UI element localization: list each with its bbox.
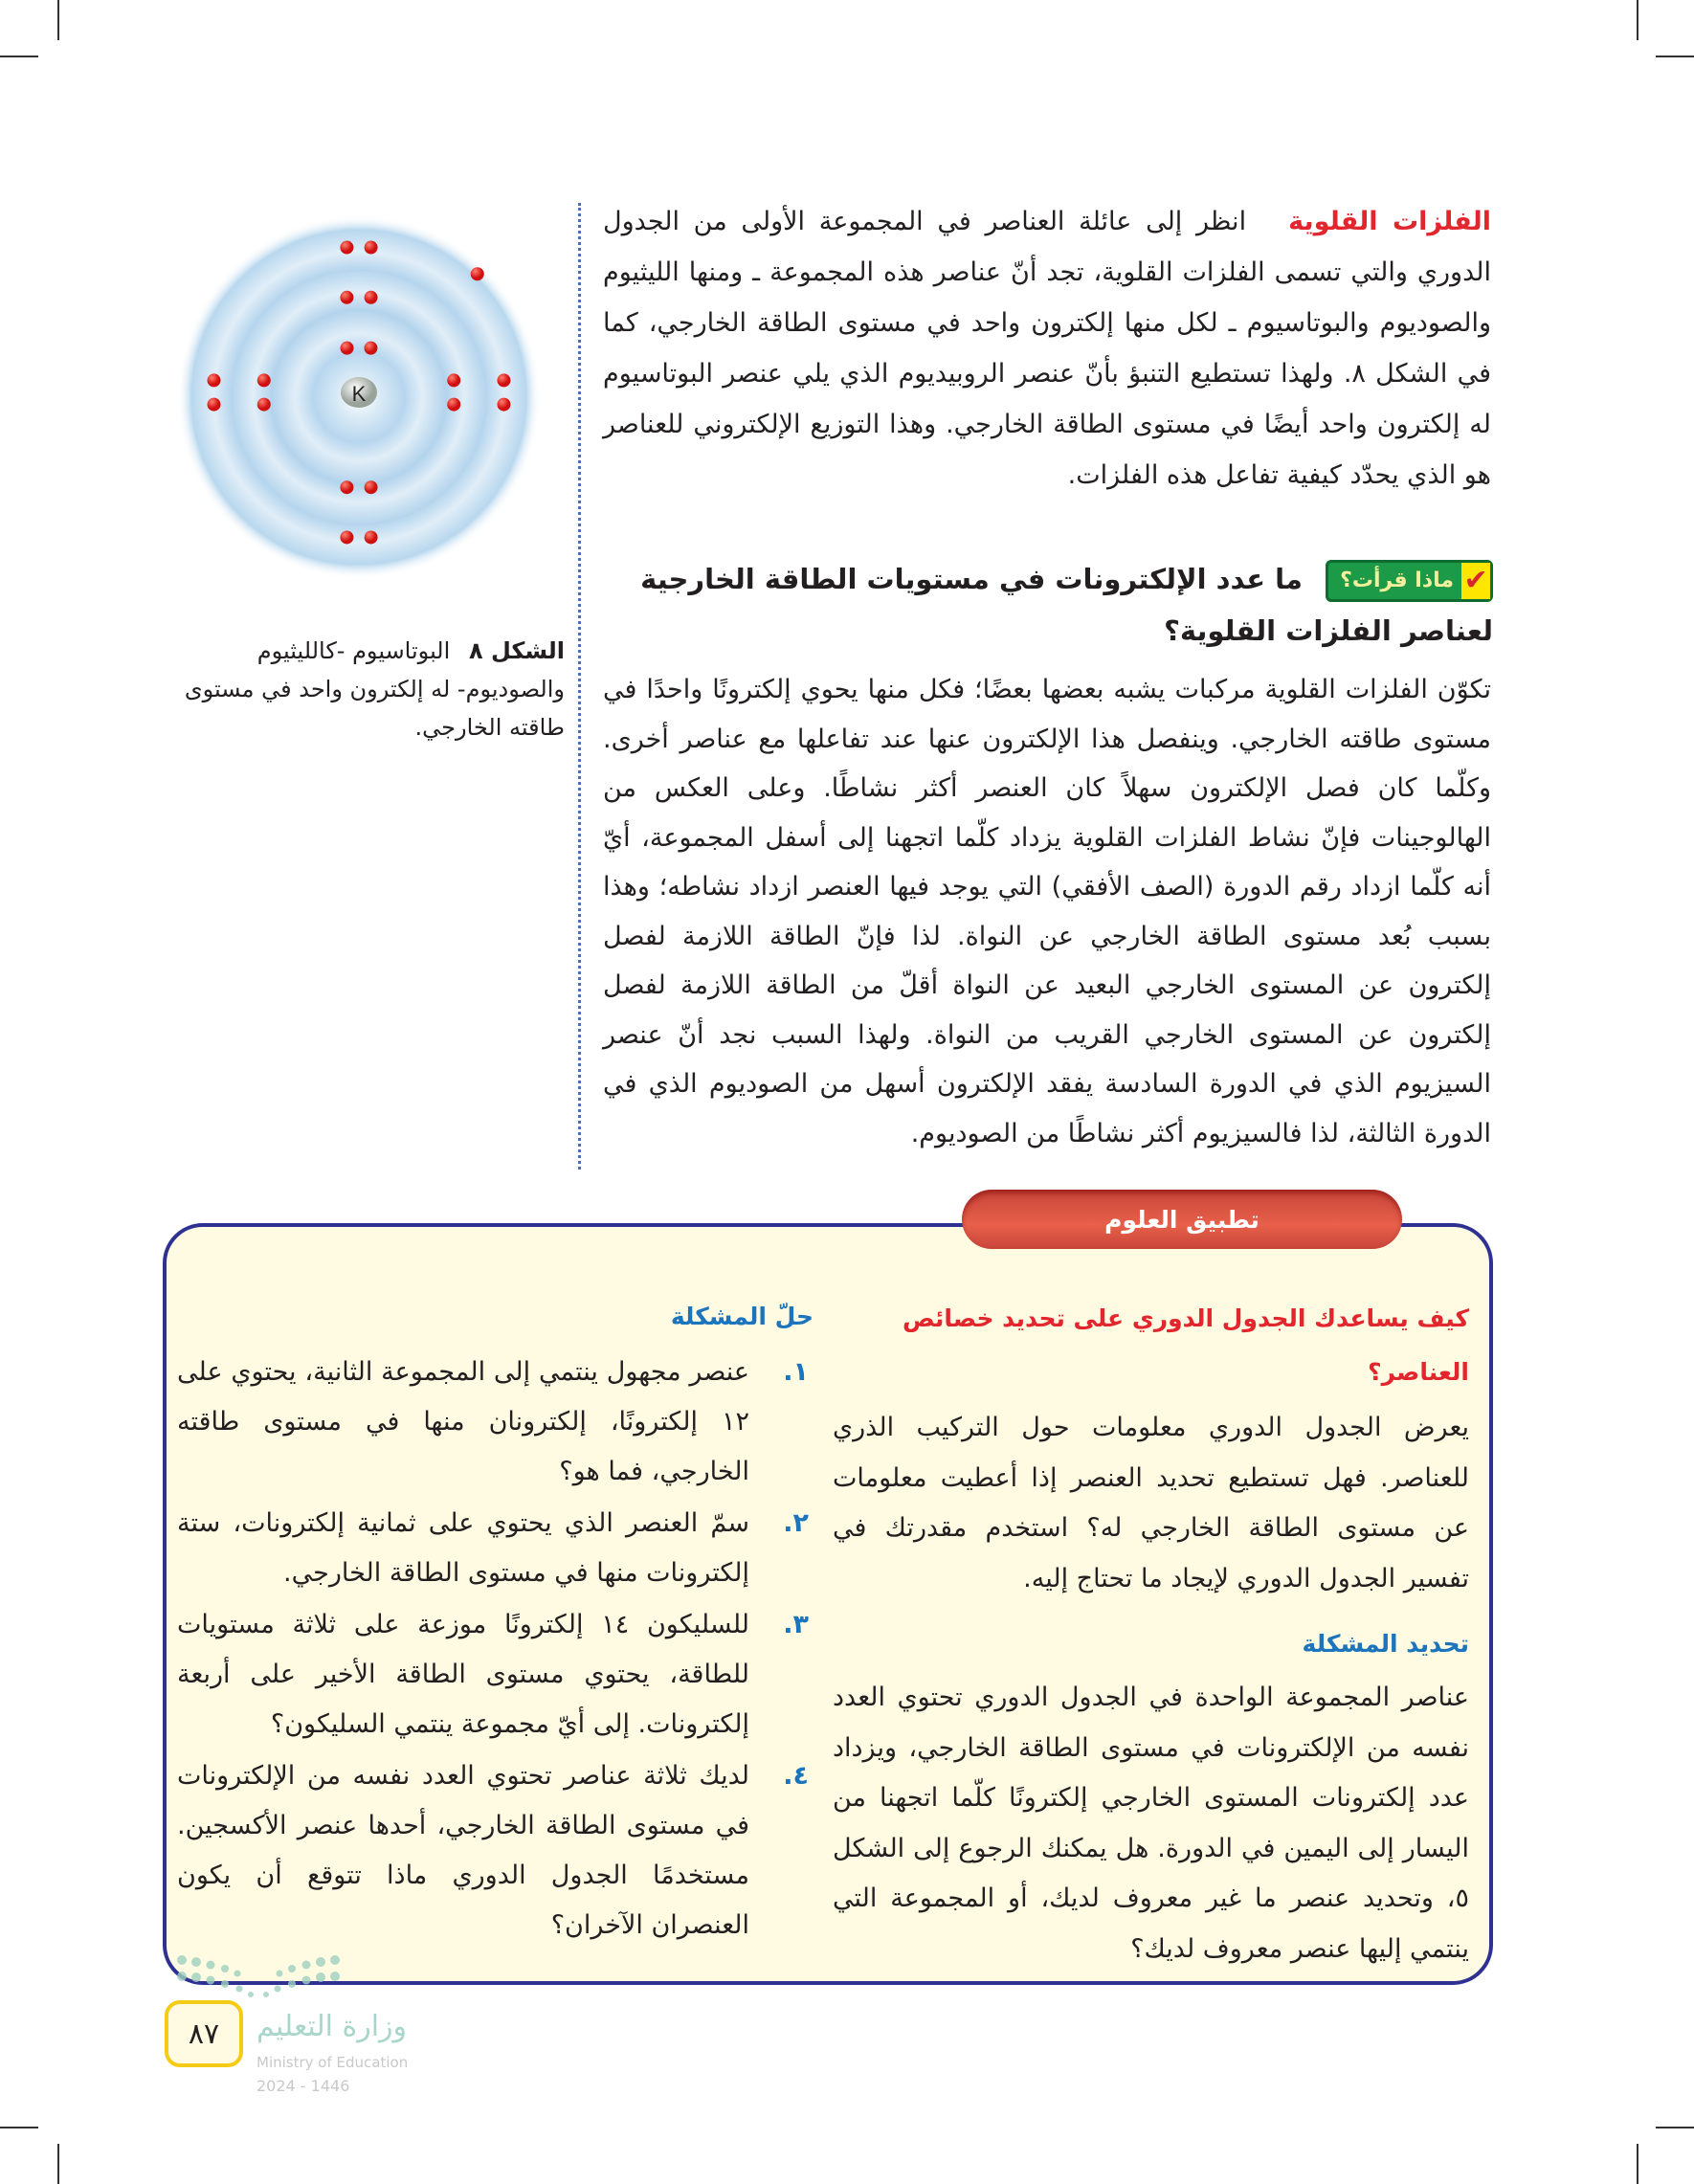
problem-number: ١. xyxy=(783,1357,809,1387)
crop-mark xyxy=(1637,2144,1638,2184)
electron xyxy=(340,291,353,304)
problem-text: لديك ثلاثة عناصر تحتوي العدد نفسه من الإلكترونات في مستوى الطاقة الخارجي، أحدها عنصر الأكسجين. مستخدمًا الجدول الدوري ماذا تتوقع أن يكون العنصران الآخران؟ xyxy=(177,1761,749,1940)
electron xyxy=(364,342,377,355)
problem-text: عنصر مجهول ينتمي إلى المجموعة الثانية، يحتوي على ١٢ إلكترونًا، إلكترونان منها في مستوى طاقته الخارجي، فما هو؟ xyxy=(177,1357,749,1486)
problem-number: ٢. xyxy=(783,1508,809,1538)
electron xyxy=(497,373,510,387)
electron xyxy=(340,241,353,255)
problem-text: سمّ العنصر الذي يحتوي على ثمانية إلكترونات، ستة إلكترونات منها في مستوى الطاقة الخارجي. xyxy=(177,1508,749,1588)
problem-item xyxy=(177,1499,809,1598)
electron xyxy=(257,373,271,387)
nucleus-symbol: K xyxy=(351,382,367,406)
right-column xyxy=(833,1403,1469,1974)
section-paragraph: انظر إلى عائلة العناصر في المجموعة الأولى من الجدول الدوري والتي تسمى الفلزات القلوية، تجد أنّ عناصر هذه المجموعة ـ ومنها الليثيوم والصوديوم والبوتاسيوم ـ لكل منها إلكترون واحد في مستوى الطاقة الخارجي، كما في الشكل ٨. ولهذا تستطيع التنبؤ بأنّ عنصر الروبيديوم الذي يلي عنصر البوتاسيوم له إلكترون واحد أيضًا في مستوى الطاقة الخارجي. وهذا التوزيع الإلكتروني للعناصر هو الذي يحدّد كيفية تفاعل هذه الفلزات. xyxy=(603,207,1492,490)
potassium-atom-diagram xyxy=(172,211,546,584)
crop-mark xyxy=(57,2144,59,2184)
electron xyxy=(340,530,353,544)
reading-check xyxy=(603,553,1493,657)
electron xyxy=(208,373,221,387)
electron xyxy=(365,530,378,544)
electron xyxy=(365,241,378,255)
electron xyxy=(365,480,378,494)
solve-heading: حلّ المشكلة xyxy=(670,1303,814,1330)
problem-number: ٤. xyxy=(783,1761,809,1791)
intro-text: يعرض الجدول الدوري معلومات حول التركيب الذري للعناصر. فهل تستطيع تحديد العنصر إذا أعطيت معلومات عن مستوى الطاقة الخارجي له؟ استخدم مقدرتك في تفسير الجدول الدوري لإيجاد ما تحتاج إليه. xyxy=(833,1413,1469,1593)
ministry-logo-arabic: وزارة التعليم xyxy=(256,2010,408,2043)
crop-mark xyxy=(57,0,59,40)
checkmark-icon: ✔ xyxy=(1461,563,1490,599)
page-number: ٨٧ xyxy=(165,2000,243,2067)
column-divider xyxy=(578,203,581,1170)
alkali-metals-section xyxy=(603,196,1491,501)
problem-text: للسليكون ١٤ إلكترونًا موزعة على ثلاثة مستويات للطاقة، يحتوي مستوى الطاقة الأخير على أربعة إلكترونات. إلى أيّ مجموعة ينتمي السليكون؟ xyxy=(177,1610,750,1739)
badge-label: ماذا قرأت؟ xyxy=(1340,568,1454,592)
science-question-title xyxy=(833,1292,1469,1399)
crop-mark xyxy=(1637,0,1638,40)
caption-text: البوتاسيوم -كالليثيوم والصوديوم- له إلكترون واحد في مستوى طاقته الخارجي. xyxy=(184,637,565,741)
electron xyxy=(447,373,460,387)
crop-mark xyxy=(1656,2127,1694,2128)
figure-caption xyxy=(163,632,565,747)
problem-number: ٣. xyxy=(783,1610,809,1639)
electron xyxy=(447,398,460,412)
edition-year: 2024 - 1446 xyxy=(256,2077,350,2095)
problem-item xyxy=(177,1751,809,1950)
crop-mark xyxy=(0,56,38,57)
electron xyxy=(257,398,271,412)
science-application-tab: تطبيق العلوم xyxy=(962,1190,1402,1249)
ministry-logo-english: Ministry of Education xyxy=(256,2054,409,2071)
caption-label: الشكل ٨ xyxy=(468,637,565,664)
problem-item xyxy=(177,1600,809,1749)
ministry-logo-dots xyxy=(172,1952,345,2002)
crop-mark xyxy=(0,2127,38,2128)
reading-check-badge xyxy=(1326,560,1493,602)
section-heading: الفلزات القلوية xyxy=(1288,207,1492,236)
electron xyxy=(341,342,354,355)
electron xyxy=(208,398,221,412)
electron xyxy=(497,398,510,412)
question-title: كيف يساعدك الجدول الدوري على تحديد خصائص العناصر؟ xyxy=(902,1304,1469,1386)
problem-item xyxy=(177,1348,809,1497)
identify-heading: تحديد المشكلة xyxy=(1302,1630,1469,1658)
problem-list xyxy=(177,1348,809,1952)
body-paragraph: تكوّن الفلزات القلوية مركبات يشبه بعضها بعضًا؛ فكل منها يحوي إلكترونًا واحدًا في مستوى طاقته الخارجي. وينفصل هذا الإلكترون عنها عند تفاعلها مع عناصر أخرى. وكلّما كان فصل الإلكترون سهلاً كان العنصر أكثر نشاطًا. وعلى العكس من الهالوجينات فإنّ نشاط الفلزات القلوية يزداد كلّما اتجهنا إلى أسفل المجموعة، أيّ أنه كلّما ازداد رقم الدورة (الصف الأفقي) التي يوجد فيها العنصر ازداد نشاطه؛ وهذا بسبب بُعد مستوى الطاقة الخارجي عن النواة. لذا فإنّ الطاقة اللازمة لفصل إلكترون عن المستوى الخارجي البعيد عن النواة أقلّ من الطاقة اللازمة لفصل إلكترون عن المستوى الخارجي القريب من النواة. ولهذا السبب نجد أنّ عنصر السيزيوم الذي في الدورة السادسة يفقد الإلكترون أسهل من الصوديوم الذي في الدورة الثالثة، لذا فالسيزيوم أكثر نشاطًا من الصوديوم. xyxy=(603,675,1491,1148)
electron xyxy=(471,267,484,280)
electron xyxy=(340,480,353,494)
reading-check-question: ما عدد الإلكترونات في مستويات الطاقة الخارجية لعناصر الفلزات القلوية؟ xyxy=(640,563,1493,647)
electron xyxy=(365,291,378,304)
identify-text: عناصر المجموعة الواحدة في الجدول الدوري تحتوي العدد نفسه من الإلكترونات في مستوى الطاقة الخارجي، ويزداد عدد إلكترونات المستوى الخارجي إلكترونًا كلّما اتجهنا من اليسار إلى اليمين في الدورة. هل يمكنك الرجوع إلى الشكل ٥، وتحديد عنصر ما غير معروف لديك، أو المجموعة التي ينتمي إليها عنصر معروف لديك؟ xyxy=(833,1683,1469,1964)
crop-mark xyxy=(1656,56,1694,57)
